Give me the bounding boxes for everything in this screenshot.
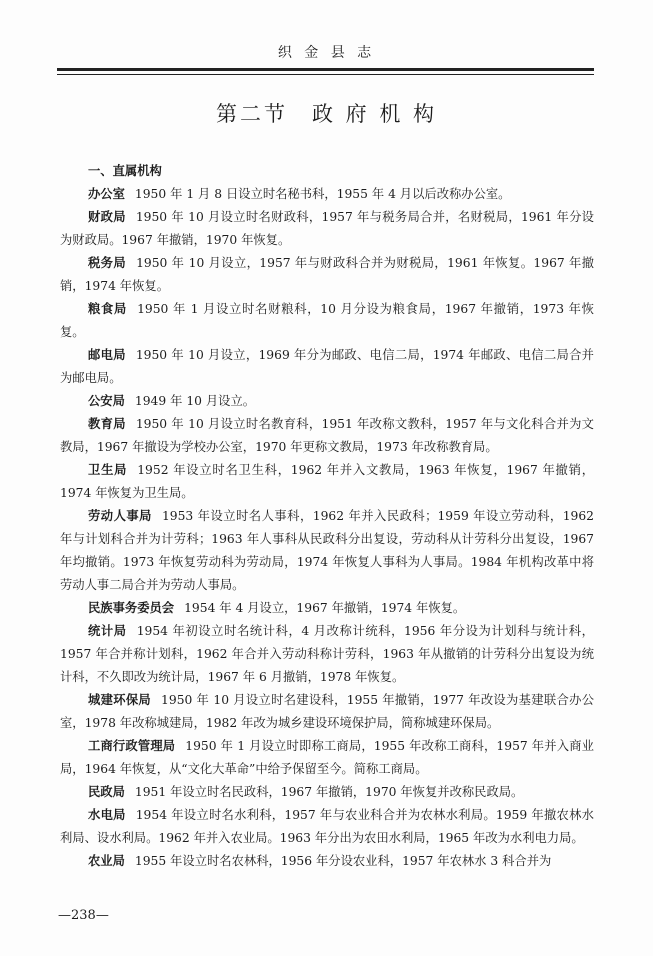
header-rule-thin bbox=[57, 74, 594, 75]
entry-name: 卫生局 bbox=[88, 463, 128, 477]
entry-text: 1950 年 10 月设立时名建设科，1955 年撤销，1977 年改设为基建联合办公室，1978 年改称城建局，1982 年改为城乡建设环境保护局，简称城建环保局。 bbox=[60, 693, 594, 730]
entry-paragraph bbox=[60, 459, 594, 505]
entry-paragraph bbox=[60, 689, 594, 735]
entry-paragraph bbox=[60, 413, 594, 459]
entry-name: 邮电局 bbox=[88, 348, 126, 362]
entry-paragraph bbox=[60, 206, 594, 252]
subsection-heading: 一、直属机构 bbox=[88, 164, 162, 178]
entry-name: 水电局 bbox=[88, 808, 126, 822]
entry-text: 1950 年 1 月设立时即称工商局，1955 年改称工商科，1957 年并入商业局，1964 年恢复，从“文化大革命”中给予保留至今。简称工商局。 bbox=[60, 739, 594, 776]
entry-text: 1950 年 10 月设立时名财政科，1957 年与税务局合并，名财税局，1961 年分设为财政局。1967 年撤销，1970 年恢复。 bbox=[60, 210, 594, 247]
entry-paragraph bbox=[60, 390, 594, 413]
section-title: 第二节 政 府 机 构 bbox=[215, 102, 438, 126]
entry-text: 1950 年 1 月设立时名财粮科，10 月分设为粮食局，1967 年撤销，1973 年恢复。 bbox=[60, 302, 594, 339]
entry-paragraph bbox=[60, 252, 594, 298]
entry-text: 1952 年设立时名卫生科，1962 年并入文教局，1963 年恢复，1967 年撤销，1974 年恢复为卫生局。 bbox=[60, 463, 594, 500]
entry-name: 统计局 bbox=[88, 624, 127, 638]
running-head: 织 金 县 志 bbox=[277, 45, 376, 61]
entry-text: 1951 年设立时名民政科，1967 年撤销，1970 年恢复并改称民政局。 bbox=[134, 785, 524, 799]
entry-paragraph bbox=[60, 597, 594, 620]
entry-paragraph bbox=[60, 781, 594, 804]
entry-paragraph bbox=[60, 804, 594, 850]
entry-text: 1950 年 10 月设立，1957 年与财政科合并为财税局，1961 年恢复。1967 年撤销，1974 年恢复。 bbox=[60, 256, 594, 293]
entry-paragraph bbox=[60, 505, 594, 597]
entry-name: 粮食局 bbox=[88, 302, 128, 316]
entry-text: 1950 年 10 月设立，1969 年分为邮政、电信二局，1974 年邮政、电信二局合并为邮电局。 bbox=[60, 348, 594, 385]
entry-paragraph bbox=[60, 344, 594, 390]
entry-name: 工商行政管理局 bbox=[88, 739, 176, 753]
entry-name: 教育局 bbox=[88, 417, 126, 431]
entry-text: 1953 年设立时名人事科，1962 年并入民政科；1959 年设立劳动科，1962 年与计划科合并为计劳科；1963 年人事科从民政科分出复设，劳动科从计劳科分出复设，1967 年均撤销。1973 年恢复劳动科为劳动局，1974 年恢复人事科为人事局。1984 年机构改革中将劳动人事二局合并为劳动人事局。 bbox=[60, 509, 594, 592]
entry-name: 公安局 bbox=[88, 394, 125, 408]
entry-paragraph bbox=[60, 298, 594, 344]
entry-text: 1954 年初设立时名统计科，4 月改称计统科，1956 年分设为计划科与统计科，1957 年合并称计划科，1962 年合并入劳动科称计劳科，1963 年从撤销的计劳科分出复设为统计科，不久即改为统计局，1967 年 6 月撤销，1978 年恢复。 bbox=[60, 624, 594, 684]
entry-paragraph bbox=[60, 850, 594, 873]
entry-name: 民族事务委员会 bbox=[88, 601, 175, 615]
entry-text: 1950 年 1 月 8 日设立时名秘书科，1955 年 4 月以后改称办公室。 bbox=[134, 187, 511, 201]
entry-paragraph bbox=[60, 620, 594, 689]
entry-text: 1949 年 10 月设立。 bbox=[134, 394, 256, 408]
page-number: —238— bbox=[58, 908, 109, 923]
entry-name: 税务局 bbox=[88, 256, 127, 270]
entry-name: 农业局 bbox=[88, 854, 125, 868]
entry-paragraph bbox=[60, 183, 594, 206]
entry-name: 民政局 bbox=[88, 785, 125, 799]
entry-name: 办公室 bbox=[88, 187, 125, 201]
entry-text: 1950 年 10 月设立时名教育科，1951 年改称文教科，1957 年与文化科合并为文教局，1967 年撤设为学校办公室，1970 年更称文教局，1973 年改称教育局。 bbox=[60, 417, 594, 454]
entry-paragraph bbox=[60, 735, 594, 781]
header-rule-thick bbox=[57, 68, 594, 71]
entry-name: 劳动人事局 bbox=[88, 509, 152, 523]
page-body bbox=[60, 160, 594, 873]
entry-text: 1954 年设立时名水利科，1957 年与农业科合并为农林水利局。1959 年撤农林水利局、设水利局。1962 年并入农业局。1963 年分出为农田水利局，1965 年改为水利电力局。 bbox=[60, 808, 594, 845]
entry-text: 1954 年 4 月设立，1967 年撤销，1974 年恢复。 bbox=[184, 601, 466, 615]
entry-name: 财政局 bbox=[88, 210, 126, 224]
entry-list bbox=[60, 183, 594, 873]
entry-name: 城建环保局 bbox=[88, 693, 152, 707]
entry-text: 1955 年设立时名农林科，1956 年分设农业科，1957 年农林水 3 科合并为 bbox=[134, 854, 552, 868]
